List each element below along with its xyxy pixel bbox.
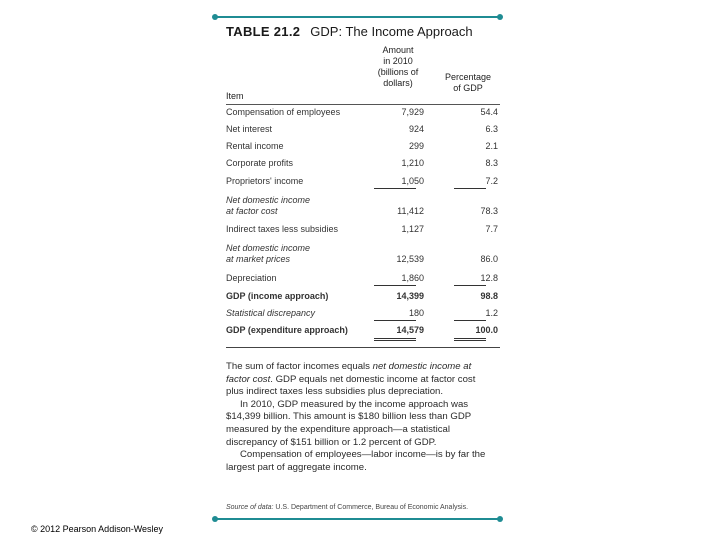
bottom-rule xyxy=(214,518,500,520)
row-label: Net interest xyxy=(226,124,273,134)
row-amount: 14,399 xyxy=(396,291,424,301)
row-label: GDP (expenditure approach) xyxy=(226,325,348,335)
notes-paragraph: In 2010, GDP measured by the income approach was $14,399 billion. This amount is $180 billion less than GDP measured by the expenditure approach—a statistical discrepancy of $151 billion or 1.2 percent of GDP. xyxy=(226,398,471,448)
table-row xyxy=(226,124,500,140)
row-amount: 11,412 xyxy=(397,206,424,216)
row-label: Rental income xyxy=(226,141,284,151)
rule-dot xyxy=(497,14,503,20)
row-percent: 7.7 xyxy=(485,224,498,234)
row-amount: 180 xyxy=(408,308,424,318)
header-amount: Amount in 2010 (billions of dollars) xyxy=(377,45,419,88)
row-label: Proprietors' income xyxy=(226,176,304,186)
row-label: Indirect taxes less subsidies xyxy=(226,224,339,234)
header-item: Item xyxy=(226,91,244,101)
row-amount: 14,579 xyxy=(396,325,424,335)
row-amount: 1,127 xyxy=(401,224,424,234)
notes-text-span: The sum of factor incomes equals xyxy=(226,361,373,372)
table-row xyxy=(226,308,500,324)
row-percent: 12.8 xyxy=(480,273,498,283)
rule-dot xyxy=(212,516,218,522)
total-rule xyxy=(454,338,486,339)
subtotal-rule xyxy=(374,285,416,286)
total-rule xyxy=(374,338,416,339)
subtotal-rule xyxy=(374,320,416,321)
table-title xyxy=(226,24,473,39)
row-amount: 1,860 xyxy=(401,273,424,283)
row-percent: 100.0 xyxy=(475,325,498,335)
row-amount: 1,210 xyxy=(401,158,424,168)
row-percent: 98.8 xyxy=(480,291,498,301)
row-amount: 12,539 xyxy=(396,254,424,264)
table-row xyxy=(226,141,500,157)
row-percent: 86.0 xyxy=(480,254,498,264)
table-panel xyxy=(214,12,504,524)
table-title-text: GDP: The Income Approach xyxy=(310,24,473,39)
row-amount: 924 xyxy=(408,124,424,134)
row-percent: 6.3 xyxy=(485,124,498,134)
row-amount: 1,050 xyxy=(401,176,424,186)
source-label: Source of data: xyxy=(226,504,274,511)
rule-dot xyxy=(212,14,218,20)
subtotal-rule xyxy=(374,188,416,189)
notes-paragraph: Compensation of employees—labor income—is by far the largest part of aggregate income. xyxy=(226,449,486,473)
table-row xyxy=(226,243,500,269)
header-percentage: Percentage of GDP xyxy=(444,72,492,93)
row-percent: 78.3 xyxy=(480,206,498,216)
row-amount: 299 xyxy=(408,141,424,151)
subtotal-rule xyxy=(454,320,486,321)
row-label: Statistical discrepancy xyxy=(226,308,316,318)
row-label: Compensation of employees xyxy=(226,107,341,117)
row-amount: 7,929 xyxy=(401,107,424,117)
table-row xyxy=(226,176,500,192)
table-row xyxy=(226,195,500,221)
table-row xyxy=(226,224,500,240)
total-rule xyxy=(374,340,416,341)
subtotal-rule xyxy=(454,188,486,189)
header-divider xyxy=(226,104,500,105)
table-row xyxy=(226,158,500,174)
notes-text-span: . GDP equals net domestic income at factor cost plus indirect taxes less subsidies plus depreciation. xyxy=(226,373,476,398)
row-percent: 8.3 xyxy=(485,158,498,168)
notes-text xyxy=(226,361,488,474)
row-percent: 54.4 xyxy=(480,107,498,117)
rule-dot xyxy=(497,516,503,522)
row-label: Net domestic income at factor cost xyxy=(226,195,311,216)
copyright-notice: © 2012 Pearson Addison-Wesley xyxy=(31,524,164,534)
table-row xyxy=(226,291,500,307)
row-label: Corporate profits xyxy=(226,158,294,168)
row-percent: 2.1 xyxy=(485,141,498,151)
row-label: Net domestic income at market prices xyxy=(226,243,311,264)
row-label: Depreciation xyxy=(226,273,277,283)
table-row xyxy=(226,273,500,289)
subtotal-rule xyxy=(454,285,486,286)
top-rule xyxy=(214,16,500,18)
notes-emphasis: net domestic income at factor cost xyxy=(226,361,472,385)
row-percent: 7.2 xyxy=(485,176,498,186)
source-note xyxy=(226,504,488,513)
row-label: GDP (income approach) xyxy=(226,291,329,301)
row-percent: 1.2 xyxy=(485,308,498,318)
table-bottom-rule xyxy=(226,347,500,348)
table-row xyxy=(226,107,500,123)
table-number: TABLE 21.2 xyxy=(226,24,301,39)
notes-paragraph xyxy=(226,361,488,399)
total-rule xyxy=(454,340,486,341)
source-text: U.S. Department of Commerce, Bureau of Economic Analysis. xyxy=(273,504,469,511)
